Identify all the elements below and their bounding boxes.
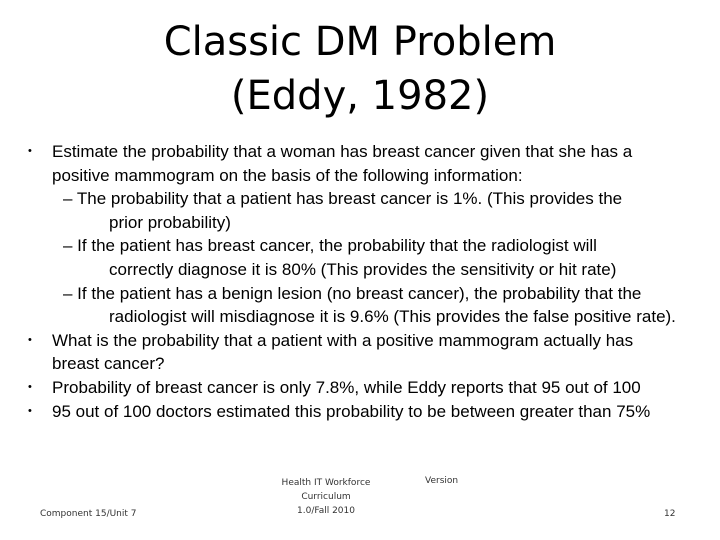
sub-bullet-sensitivity <box>52 234 702 281</box>
sub-bullet-false-positive-line-1: – If the patient has a benign lesion (no breast cancer), the probability that the <box>63 283 642 303</box>
slide-title-line-1: Classic DM Problem <box>163 19 557 65</box>
sub-bullet-prior <box>52 187 702 234</box>
footer-component-label: Component 15/Unit 7 <box>40 509 137 519</box>
bullet-dot-icon: • <box>28 145 32 157</box>
sub-bullet-prior-line-2: prior probability) <box>109 212 231 232</box>
footer-curriculum <box>256 476 396 518</box>
footer-curriculum-line-1: Health IT Workforce Curriculum <box>281 478 371 502</box>
bullet-dot-icon: • <box>28 333 32 346</box>
footer-curriculum-line-2: 1.0/Fall 2010 <box>297 506 355 516</box>
bullet-dot-icon: • <box>28 404 32 417</box>
sub-bullet-sensitivity-line-2: correctly diagnose it is 80% (This provides the sensitivity or hit rate) <box>109 259 617 279</box>
bullet-1-line-1: • Estimate the probability that a woman has breast cancer given that she has a <box>52 140 702 164</box>
sub-bullet-false-positive <box>52 282 702 329</box>
sub-bullet-sensitivity-line-1: – If the patient has breast cancer, the probability that the radiologist will <box>63 236 597 256</box>
bullet-dot-icon: • <box>28 380 32 393</box>
page-number: 12 <box>664 509 676 519</box>
bullet-3: • Probability of breast cancer is only 7.8%, while Eddy reports that 95 out of 100 <box>52 376 702 400</box>
sub-bullet-prior-line-1: – The probability that a patient has breast cancer is 1%. (This provides the <box>63 189 623 209</box>
slide-title-line-2: (Eddy, 1982) <box>230 73 490 119</box>
bullet-2-line-2: breast cancer? <box>52 354 165 374</box>
slide-body <box>28 140 702 423</box>
bullet-1-line-2: positive mammogram on the basis of the following information: <box>52 165 523 185</box>
bullet-4: • 95 out of 100 doctors estimated this probability to be between greater than 75% <box>52 400 702 424</box>
bullet-2-line-1: • What is the probability that a patient with a positive mammogram actually has <box>52 329 702 353</box>
footer-version: Version <box>425 476 459 486</box>
sub-bullet-false-positive-line-2: radiologist will misdiagnose it is 9.6% (This provides the false positive rate). <box>109 307 676 327</box>
